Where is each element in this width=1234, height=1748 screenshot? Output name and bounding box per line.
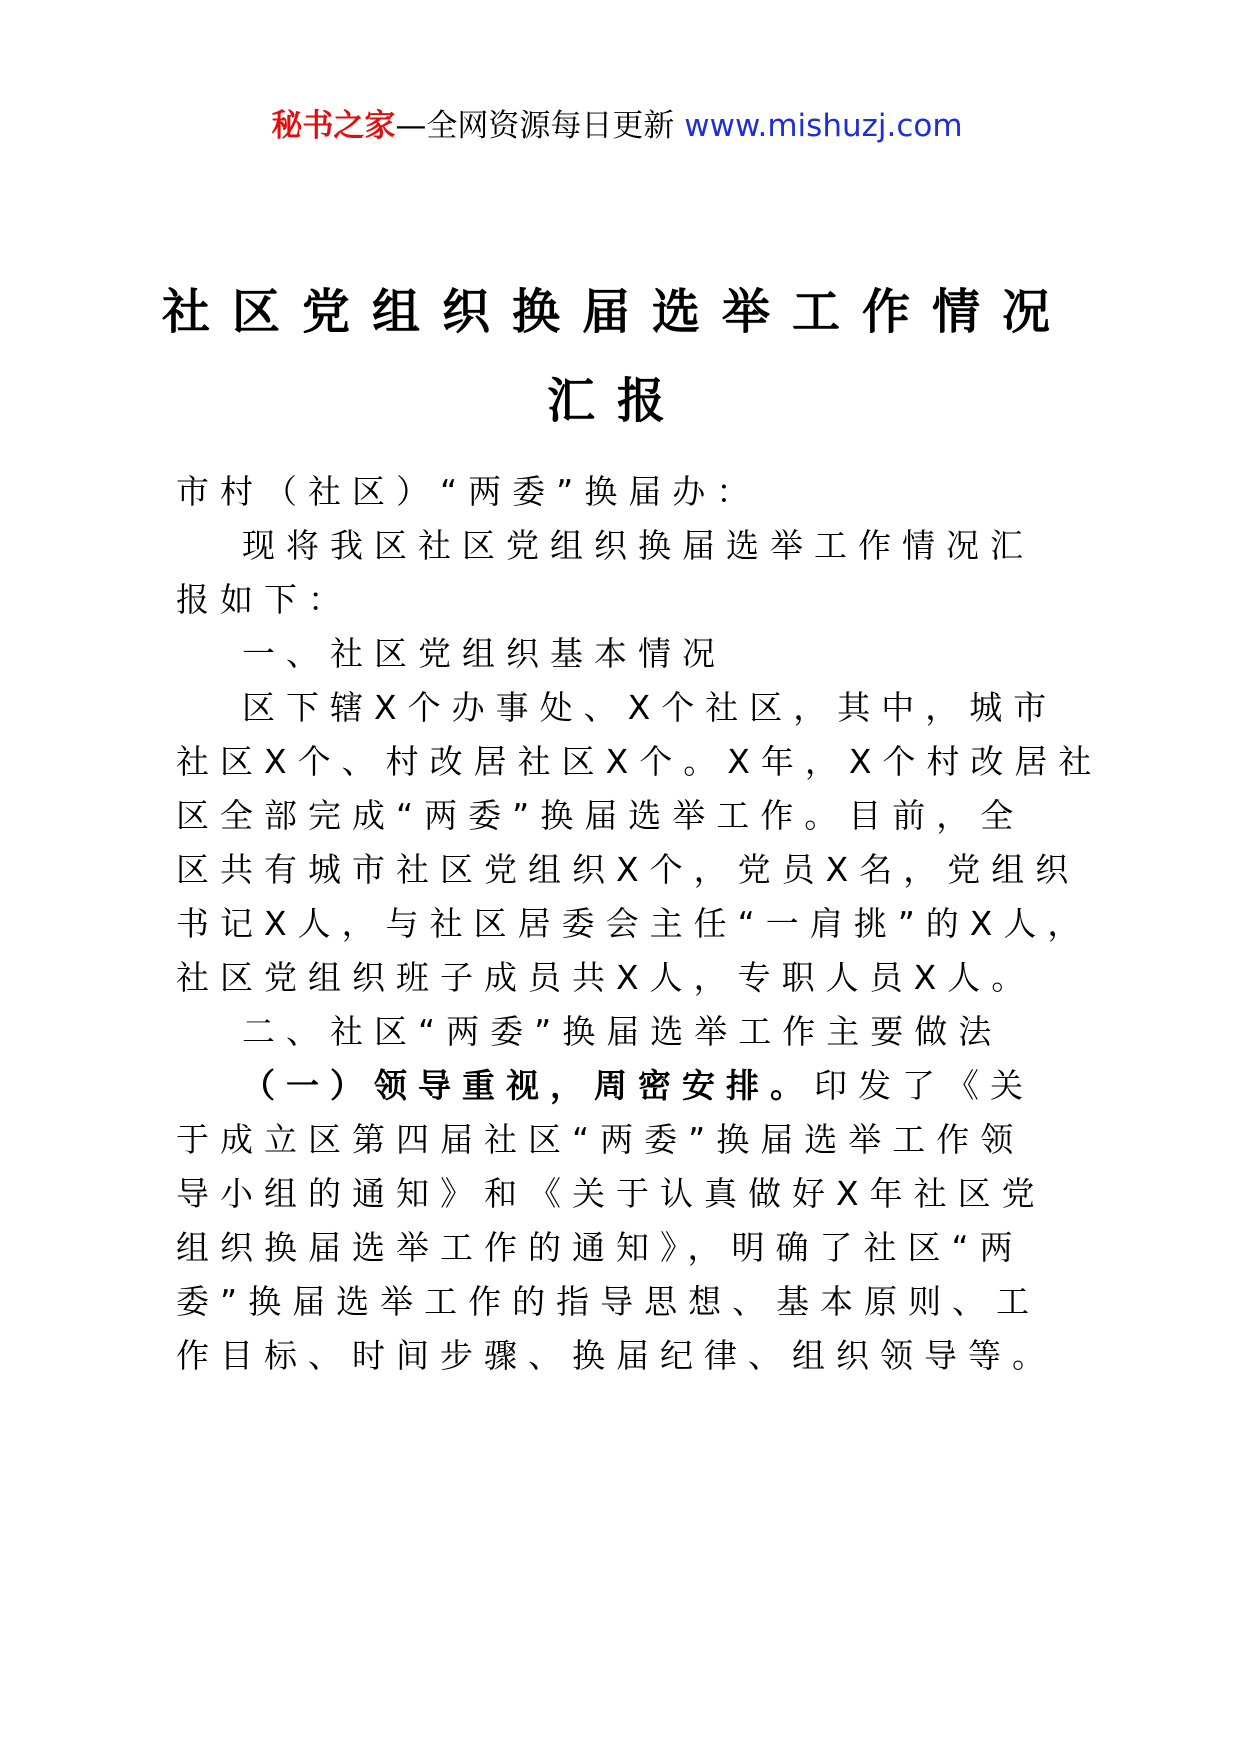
subsection-heading: （一）领导重视，周密安排。 <box>242 1066 814 1105</box>
paragraph-line: 作目标、时间步骤、换届纪律、组织领导等。 <box>176 1336 1056 1375</box>
paragraph-line: 区全部完成“两委”换届选举工作。目前，全 <box>176 796 1025 835</box>
document-title-line-2: 汇报 <box>546 373 687 429</box>
paragraph-line: 于成立区第四届社区“两委”换届选举工作领 <box>176 1120 1025 1159</box>
paragraph-line: 委”换届选举工作的指导思想、基本原则、工 <box>176 1282 1041 1321</box>
section-heading-1: 一、社区党组织基本情况 <box>242 634 726 673</box>
salutation: 市村（社区）“两委”换届办： <box>176 472 761 511</box>
paragraph-line: 报如下： <box>176 580 352 619</box>
document-title-line-1: 社区党组织换届选举工作情况 <box>161 284 1072 340</box>
paragraph-line: 区下辖X个办事处、X个社区，其中，城市 <box>242 688 1058 727</box>
site-header <box>0 104 1234 148</box>
paragraph-text: 印发了《关 <box>814 1066 1034 1105</box>
paragraph-line: 现将我区社区党组织换届选举工作情况汇 <box>242 526 1034 565</box>
paragraph-line: 区共有城市社区党组织X个，党员X名，党组织 <box>176 850 1080 889</box>
paragraph-line: 社区党组织班子成员共X人，专职人员X人。 <box>176 958 1036 997</box>
paragraph-line: 导小组的通知》和《关于认真做好X年社区党 <box>176 1174 1046 1213</box>
paragraph-line: 社区X个、村改居社区X个。X年，X个村改居社 <box>176 742 1103 781</box>
site-url-link[interactable]: www.mishuzj.com <box>684 108 963 144</box>
section-heading-2: 二、社区“两委”换届选举工作主要做法 <box>242 1012 1003 1051</box>
paragraph-line: 组织换届选举工作的通知》，明确了社区“两 <box>176 1228 1024 1267</box>
site-tagline: —全网资源每日更新 <box>395 108 685 144</box>
paragraph-line <box>242 1056 1142 1116</box>
site-brand: 秘书之家 <box>271 108 396 144</box>
paragraph-line: 书记X人，与社区居委会主任“一肩挑”的X人， <box>176 904 1092 943</box>
